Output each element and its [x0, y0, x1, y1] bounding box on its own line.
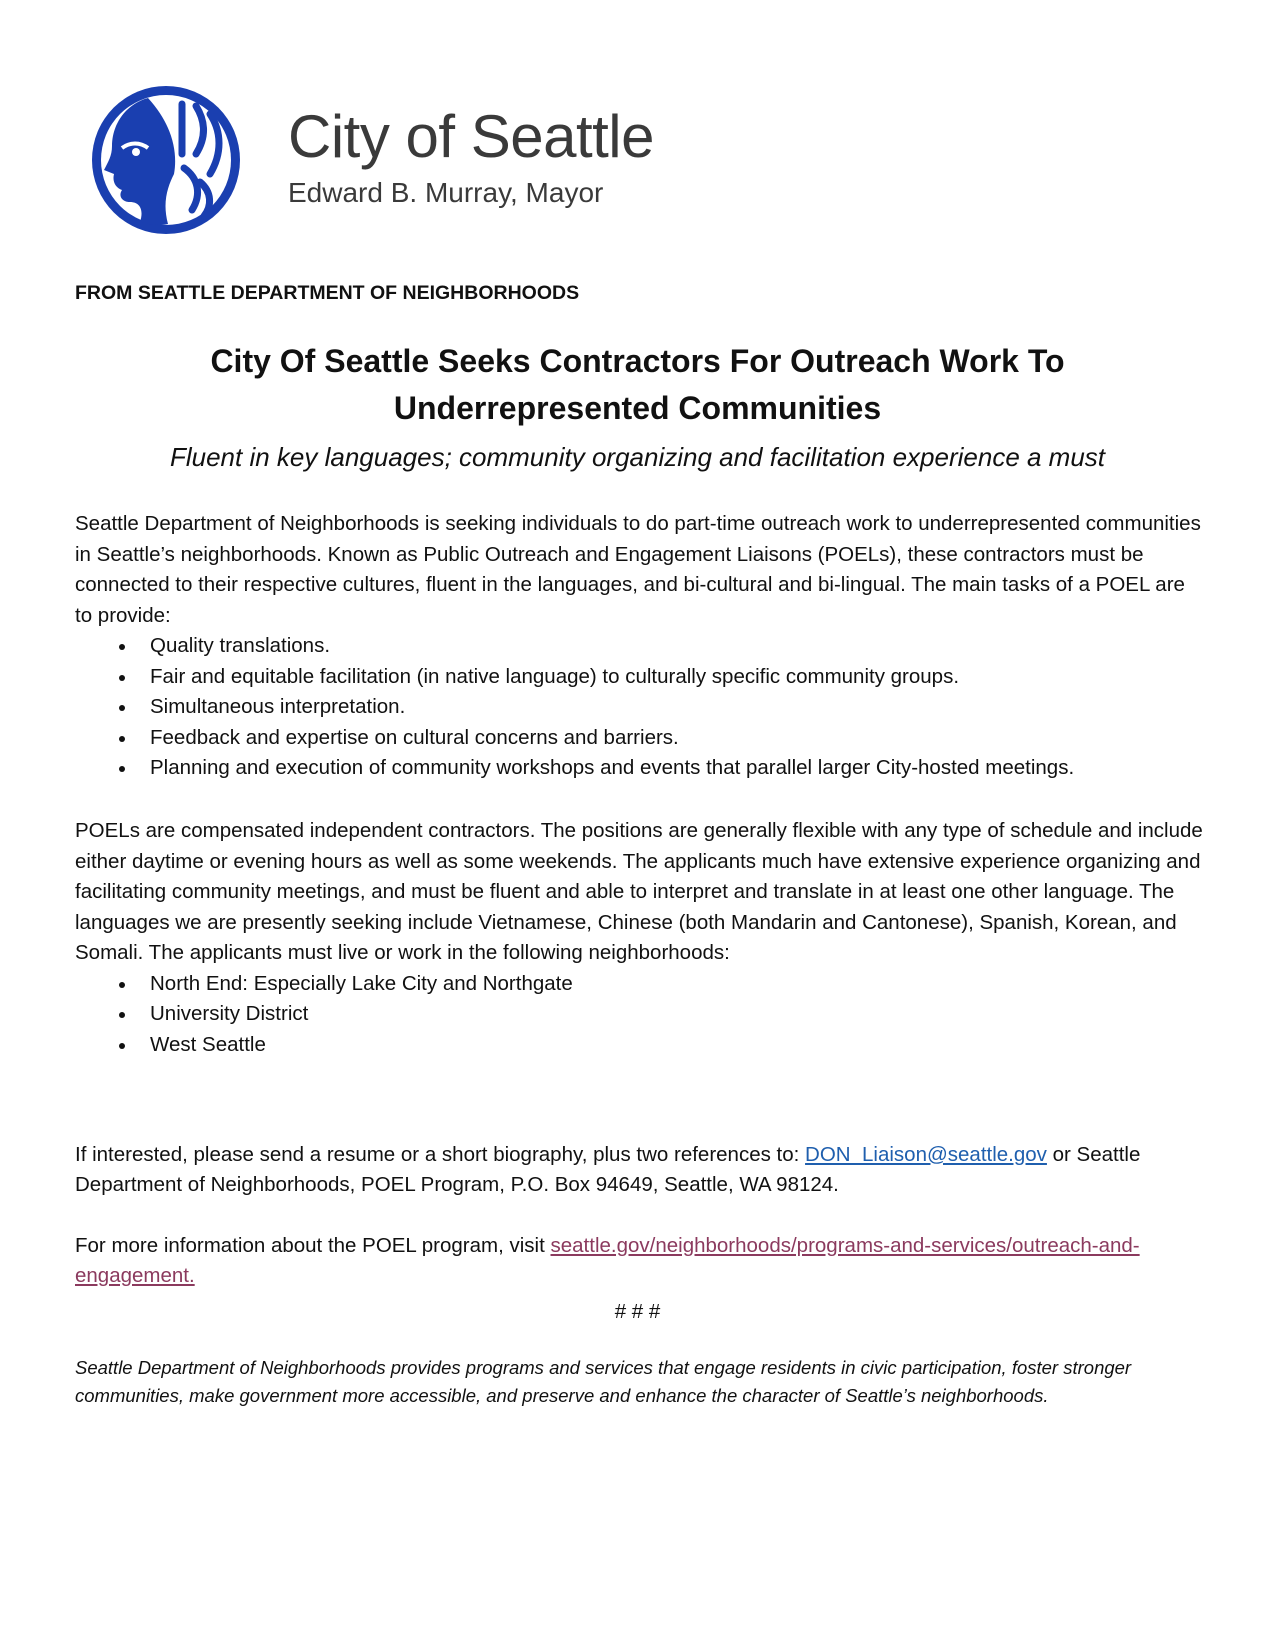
more-info-text: For more information about the POEL program, visit [75, 1233, 551, 1257]
list-item: University District [75, 999, 1205, 1030]
contact-text-after: or Seattle Department of Neighborhoods, POEL Program, P.O. Box 94649, Seattle, WA 98124. [75, 1142, 1141, 1196]
letterhead-text [288, 104, 654, 210]
subheadline: Fluent in key languages; community organizing and facilitation experience a must [169, 442, 1106, 472]
mayor-line: Edward B. Murray, Mayor [288, 177, 604, 208]
contact-paragraph [75, 1140, 1205, 1201]
list-item: Planning and execution of community workshops and events that parallel larger City-hosted meetings. [75, 753, 1205, 784]
email-link[interactable]: DON_Liaison@seattle.gov [805, 1142, 1047, 1166]
list-item: Fair and equitable facilitation (in native language) to culturally specific community groups. [75, 662, 1205, 693]
list-item: Quality translations. [75, 631, 1205, 662]
compensation-section [75, 816, 1205, 1060]
list-item: North End: Especially Lake City and Northgate [75, 969, 1205, 1000]
end-marks: # # # [614, 1300, 661, 1323]
headline: City Of Seattle Seeks Contractors For Outreach Work To Underrepresented Communities [210, 343, 1065, 426]
list-item: West Seattle [75, 1030, 1205, 1061]
intro-paragraph: Seattle Department of Neighborhoods is seeking individuals to do part-time outreach work to underrepresented communities in Seattle’s neighborhoods. Known as Public Outreach and Engagement Liaisons (POELs), these contractors must be connected to their respective cultures, fluent in the languages, and bi-cultural and bi-lingual. The main tasks of a POEL are to provide: [75, 512, 1201, 627]
contact-text-before: If interested, please send a resume or a short biography, plus two references to: [75, 1142, 806, 1166]
organization-name: City of Seattle [288, 103, 655, 170]
more-info-paragraph [75, 1231, 1205, 1292]
program-url-link[interactable]: seattle.gov/neighborhoods/programs-and-services/outreach-and-engagement. [75, 1233, 1140, 1287]
compensation-paragraph: POELs are compensated independent contractors. The positions are generally flexible with any type of schedule and include either daytime or evening hours as well as some weekends. The applicants much have extensive experience organizing and facilitating community meetings, and must be fluent and able to interpret and translate in at least one other language. The languages we are presently seeking include Vietnamese, Chinese (both Mandarin and Cantonese), Spanish, Korean, and Somali. The applicants must live or work in the following neighborhoods: [75, 819, 1203, 964]
tasks-list [75, 631, 1205, 784]
boilerplate: Seattle Department of Neighborhoods provides programs and services that engage residents in civic participation, foster stronger communities, make government more accessible, and preserve and enhance the character of Seattle’s neighborhoods. [75, 1357, 1132, 1406]
from-line: FROM SEATTLE DEPARTMENT OF NEIGHBORHOODS [75, 282, 580, 304]
neighborhoods-list [75, 969, 1205, 1061]
list-item: Feedback and expertise on cultural concerns and barriers. [75, 723, 1205, 754]
intro-section [75, 509, 1205, 784]
list-item: Simultaneous interpretation. [75, 692, 1205, 723]
seattle-seal-icon [88, 82, 244, 238]
